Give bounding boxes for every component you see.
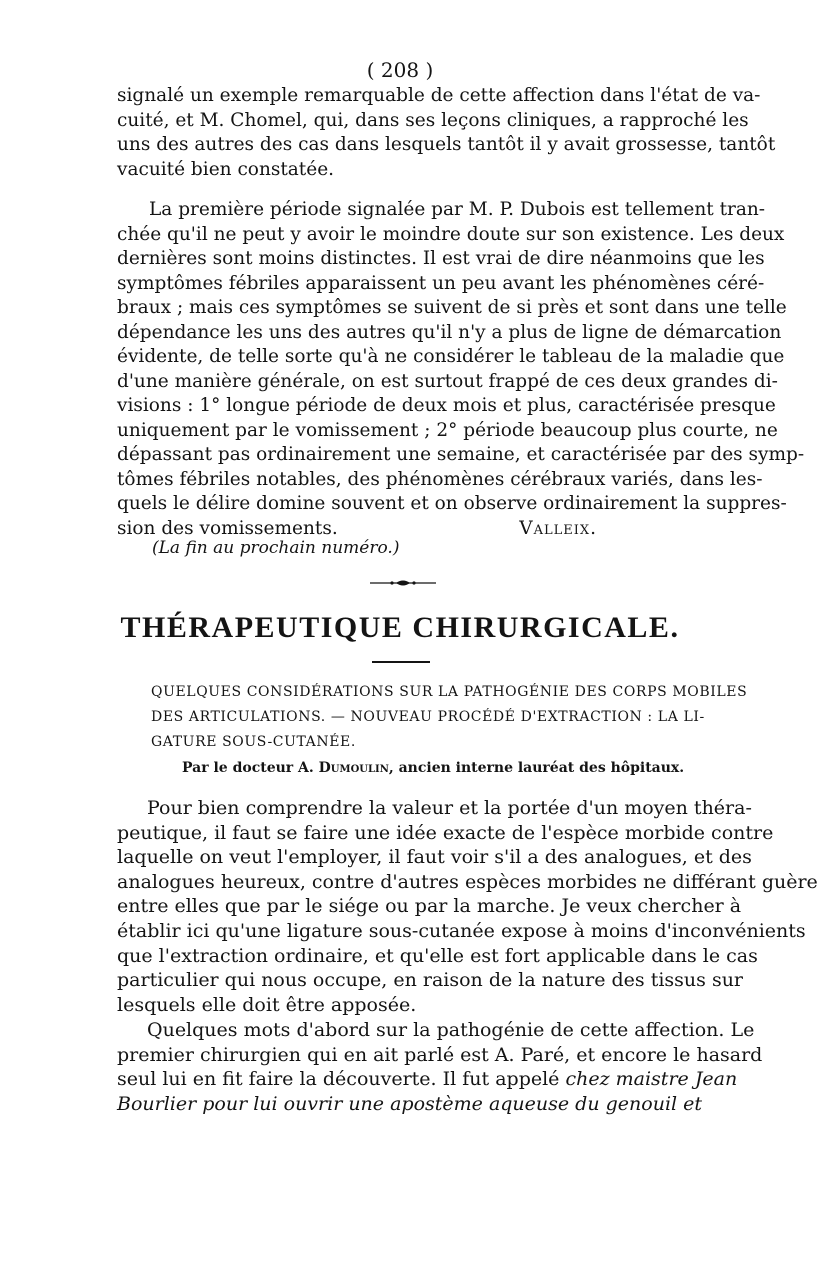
text-line: dernières sont moins distinctes. Il est vrai de dire néanmoins que les	[117, 248, 765, 269]
subtitle-line: GATURE SOUS-CUTANÉE.	[151, 734, 356, 750]
text-line: chée qu'il ne peut y avoir le moindre doute sur son existence. Les deux	[117, 223, 785, 245]
text-line: visions : 1° longue période de deux mois et plus, caractérisée presque	[117, 395, 776, 416]
text-line: que l'extraction ordinaire, et qu'elle est fort applicable dans le cas	[117, 944, 758, 967]
subtitle-line: QUELQUES CONSIDÉRATIONS SUR LA PATHOGÉNIE DES CORPS MOBILES	[151, 684, 748, 700]
continued-note: (La fin au prochain numéro.)	[152, 538, 400, 558]
subtitle-line: DES ARTICULATIONS. — NOUVEAU PROCÉDÉ D'EXTRACTION : LA LI-	[151, 709, 705, 725]
text-line: premier chirurgien qui en ait parlé est A. Paré, et encore le hasard	[117, 1043, 763, 1066]
author-signature: Valleix.	[519, 517, 597, 539]
text-line: analogues heureux, contre d'autres espèces morbides ne différant guère	[117, 870, 818, 893]
text-line: braux ; mais ces symptômes se suivent de si près et sont dans une telle	[117, 297, 787, 318]
text-line: peutique, il faut se faire une idée exacte de l'espèce morbide contre	[117, 821, 774, 844]
text-line: symptômes fébriles apparaissent un peu avant les phénomènes céré-	[117, 272, 765, 294]
text-line: lesquels elle doit être apposée.	[117, 993, 417, 1016]
text-line: Pour bien comprendre la valeur et la portée d'un moyen théra-	[147, 797, 752, 819]
paragraph-1	[117, 84, 776, 182]
byline-suffix: , ancien interne lauréat des hôpitaux.	[388, 760, 685, 776]
paragraph-4	[117, 1018, 763, 1116]
text-line: sion des vomissements.	[117, 517, 338, 539]
page-number: ( 208 )	[366, 58, 434, 82]
text-line: uniquement par le vomissement ; 2° période beaucoup plus courte, ne	[117, 419, 778, 441]
section-title: THÉRAPEUTIQUE CHIRURGICALE.	[120, 611, 680, 644]
text-line: cuité, et M. Chomel, qui, dans ses leçons cliniques, a rapproché les	[117, 109, 749, 131]
text-line: vacuité bien constatée.	[117, 158, 335, 180]
text-line: La première période signalée par M. P. Dubois est tellement tran-	[149, 199, 766, 220]
text-line-mixed	[117, 1067, 738, 1092]
article-subtitle	[151, 680, 748, 755]
text-line: laquelle on veut l'employer, il faut voir s'il a des analogues, et des	[117, 846, 752, 869]
text-line: uns des autres des cas dans lesquels tantôt il y avait grossesse, tantôt	[117, 134, 776, 155]
text-line: d'une manière générale, on est surtout frappé de ces deux grandes di-	[117, 370, 778, 392]
text-line: entre elles que par le siége ou par la marche. Je veux chercher à	[117, 895, 742, 918]
text-roman: seul lui en fit faire la découverte. Il fut appelé	[117, 1068, 560, 1091]
author-name: A. Dumoulin	[298, 760, 389, 776]
text-line: tômes fébriles notables, des phénomènes cérébraux variés, dans les-	[117, 468, 763, 490]
paragraph-2	[117, 198, 805, 541]
text-line: Quelques mots d'abord sur la pathogénie de cette affection. Le	[147, 1019, 755, 1041]
byline-prefix: Par le docteur	[182, 760, 294, 776]
title-rule	[372, 661, 430, 663]
text-line: quels le délire domine souvent et on observe ordinairement la suppres-	[117, 493, 787, 514]
text-line: Bourlier pour lui ouvrir une apostème aqueuse du genouil et	[117, 1092, 703, 1115]
text-line: évidente, de telle sorte qu'à ne considérer le tableau de la maladie que	[117, 346, 785, 367]
ornament-divider	[368, 578, 438, 588]
text-line: dépendance les uns des autres qu'il n'y a plus de ligne de démarcation	[117, 321, 782, 343]
text-line: signalé un exemple remarquable de cette affection dans l'état de va-	[117, 85, 761, 106]
paragraph-3	[117, 796, 818, 1017]
author-byline	[182, 760, 684, 776]
text-line: particulier qui nous occupe, en raison de la nature des tissus sur	[117, 969, 744, 992]
text-line: établir ici qu'une ligature sous-cutanée expose à moins d'inconvénients	[117, 919, 806, 942]
text-italic: chez maistre Jean	[565, 1068, 738, 1091]
text-line: dépassant pas ordinairement une semaine, et caractérisée par des symp-	[117, 444, 805, 465]
